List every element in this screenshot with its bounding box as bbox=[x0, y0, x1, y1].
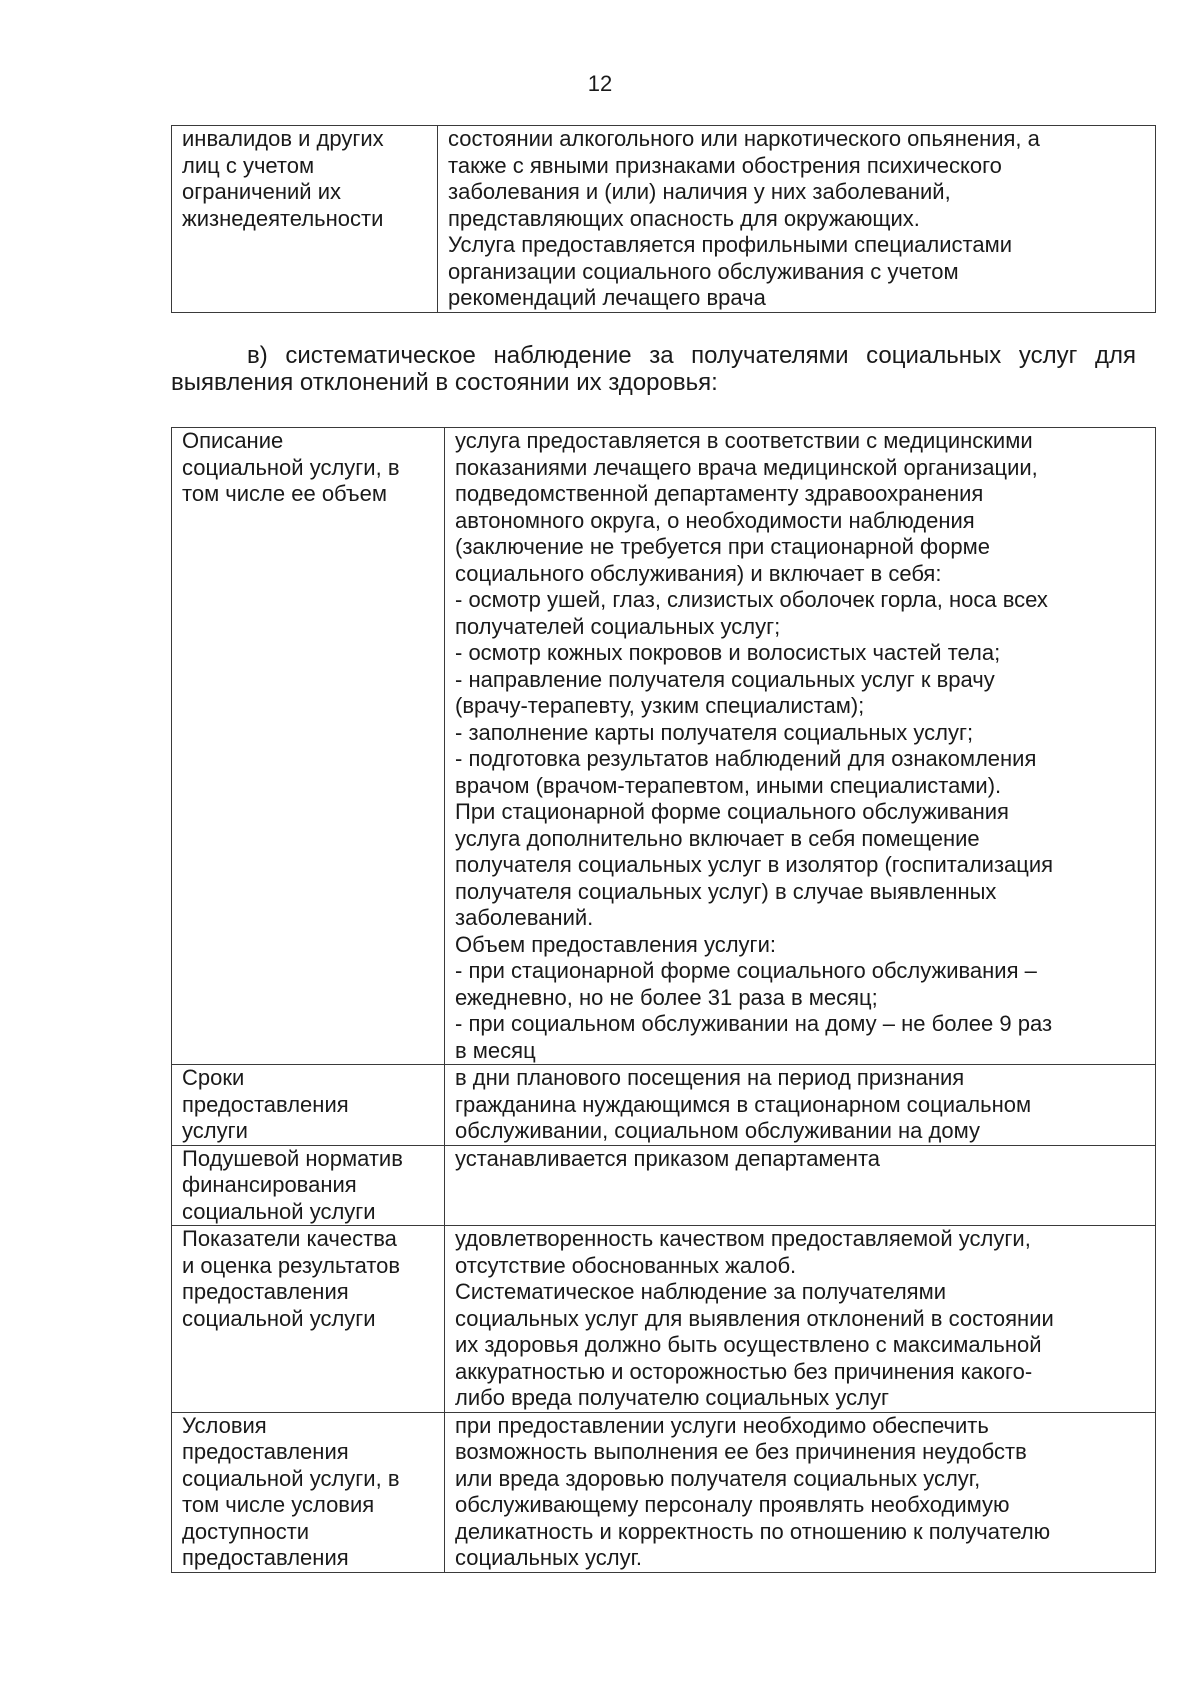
cell-line: в месяц bbox=[455, 1037, 536, 1063]
cell-line: удовлетворенность качеством предоставляемой услуги, bbox=[455, 1226, 1031, 1251]
cell-line: деликатность и корректность по отношению к получателю bbox=[455, 1518, 1051, 1544]
continued-table bbox=[171, 125, 1156, 313]
cell-line: - осмотр кожных покровов и волосистых частей тела; bbox=[455, 640, 1001, 665]
paragraph-line: в) систематическое наблюдение за получателями социальных услуг для bbox=[247, 342, 1136, 369]
section-heading-paragraph bbox=[171, 342, 1136, 396]
cell-line: - заполнение карты получателя социальных услуг; bbox=[455, 719, 974, 745]
cell-line: инвалидов и других bbox=[182, 126, 384, 151]
cell-line: - направление получателя социальных услуг к врачу bbox=[455, 666, 995, 692]
cell-line: возможность выполнения ее без причинения неудобств bbox=[455, 1439, 1027, 1464]
cell-line: рекомендаций лечащего врача bbox=[448, 285, 766, 310]
cell-line: Описание bbox=[182, 428, 284, 453]
cell-line: доступности bbox=[182, 1518, 310, 1544]
cell-line: социальных услуг. bbox=[455, 1545, 643, 1570]
table-cell-value bbox=[445, 1226, 1156, 1413]
cell-line: заболеваний. bbox=[455, 905, 594, 930]
cell-line: ежедневно, но не более 31 раза в месяц; bbox=[455, 984, 878, 1010]
cell-line: том числе ее объем bbox=[182, 481, 388, 506]
cell-line: ограничений их bbox=[182, 179, 341, 204]
cell-line: подведомственной департаменту здравоохранения bbox=[455, 481, 984, 506]
table-cell-label bbox=[172, 1412, 445, 1572]
cell-line: - при социальном обслуживании на дому – не более 9 раз bbox=[455, 1011, 1053, 1036]
cell-line: показаниями лечащего врача медицинской организации, bbox=[455, 454, 1038, 480]
cell-line: (врачу-терапевту, узким специалистам); bbox=[455, 693, 865, 718]
cell-line: социальной услуги bbox=[182, 1198, 376, 1224]
service-description-table bbox=[171, 427, 1156, 1573]
cell-line: предоставления bbox=[182, 1545, 349, 1570]
cell-line: либо вреда получателю социальных услуг bbox=[455, 1385, 890, 1410]
cell-line: их здоровья должно быть осуществлено с максимальной bbox=[455, 1332, 1042, 1357]
cell-line: обслуживающему персоналу проявлять необходимую bbox=[455, 1492, 1010, 1517]
table-row bbox=[172, 1412, 1156, 1572]
cell-line: организации социального обслуживания с учетом bbox=[448, 258, 959, 284]
cell-line: представляющих опасность для окружающих. bbox=[448, 205, 920, 231]
cell-line: лиц с учетом bbox=[182, 152, 315, 178]
table-cell-value bbox=[445, 428, 1156, 1065]
cell-line: предоставления bbox=[182, 1279, 349, 1304]
cell-line: аккуратностью и осторожностью без причинения какого- bbox=[455, 1358, 1033, 1384]
table-cell-label bbox=[172, 428, 445, 1065]
table-row bbox=[172, 1065, 1156, 1146]
cell-line: автономного округа, о необходимости наблюдения bbox=[455, 507, 975, 533]
cell-line: также с явными признаками обострения психического bbox=[448, 152, 1002, 178]
cell-line: социальной услуги bbox=[182, 1305, 376, 1331]
cell-line: услуги bbox=[182, 1118, 248, 1143]
cell-line: предоставления bbox=[182, 1439, 349, 1464]
cell-line: социальной услуги, в bbox=[182, 1465, 400, 1491]
cell-line: При стационарной форме социального обслуживания bbox=[455, 799, 1009, 824]
table-cell-value bbox=[438, 126, 1156, 313]
cell-line: том числе условия bbox=[182, 1492, 375, 1517]
table-cell-value bbox=[445, 1145, 1156, 1226]
cell-line: Показатели качества bbox=[182, 1226, 397, 1251]
cell-line: Подушевой норматив bbox=[182, 1145, 403, 1171]
cell-line: социальных услуг для выявления отклонений в состоянии bbox=[455, 1305, 1054, 1331]
cell-line: Условия bbox=[182, 1412, 267, 1438]
table-row bbox=[172, 1145, 1156, 1226]
cell-line: устанавливается приказом департамента bbox=[455, 1145, 881, 1171]
cell-line: врачом (врачом-терапевтом, иными специалистами). bbox=[455, 772, 1002, 798]
table-row bbox=[172, 428, 1156, 1065]
cell-line: отсутствие обоснованных жалоб. bbox=[455, 1252, 797, 1278]
table-cell-label bbox=[172, 1065, 445, 1146]
table-cell-label bbox=[172, 1226, 445, 1413]
table-row bbox=[172, 126, 1156, 313]
cell-line: услуга предоставляется в соответствии с медицинскими bbox=[455, 428, 1033, 453]
table-row bbox=[172, 1226, 1156, 1413]
cell-line: (заключение не требуется при стационарной форме bbox=[455, 534, 990, 559]
cell-line: жизнедеятельности bbox=[182, 205, 384, 231]
cell-line: Систематическое наблюдение за получателями bbox=[455, 1279, 946, 1304]
cell-line: услуга дополнительно включает в себя помещение bbox=[455, 825, 980, 851]
table-cell-label bbox=[172, 126, 438, 313]
cell-line: социальной услуги, в bbox=[182, 454, 400, 480]
cell-line: заболевания и (или) наличия у них заболеваний, bbox=[448, 179, 951, 204]
table-cell-label bbox=[172, 1145, 445, 1226]
cell-line: в дни планового посещения на период признания bbox=[455, 1065, 965, 1090]
cell-line: и оценка результатов bbox=[182, 1252, 401, 1278]
cell-line: или вреда здоровью получателя социальных услуг, bbox=[455, 1465, 981, 1491]
cell-line: Услуга предоставляется профильными специалистами bbox=[448, 232, 1012, 257]
cell-line: - при стационарной форме социального обслуживания – bbox=[455, 958, 1037, 983]
cell-line: социального обслуживания) и включает в себя: bbox=[455, 560, 942, 586]
cell-line: обслуживании, социальном обслуживании на дому bbox=[455, 1118, 980, 1143]
paragraph-line: выявления отклонений в состоянии их здоровья: bbox=[171, 369, 718, 396]
cell-line: получателя социальных услуг в изолятор (госпитализация bbox=[455, 852, 1054, 877]
table-cell-value bbox=[445, 1065, 1156, 1146]
cell-line: получателя социальных услуг) в случае выявленных bbox=[455, 878, 997, 904]
cell-line: предоставления bbox=[182, 1091, 349, 1117]
cell-line: гражданина нуждающимся в стационарном социальном bbox=[455, 1091, 1032, 1117]
cell-line: получателей социальных услуг; bbox=[455, 613, 781, 639]
cell-line: Сроки bbox=[182, 1065, 245, 1090]
cell-line: состоянии алкогольного или наркотического опьянения, а bbox=[448, 126, 1040, 151]
page-number: 12 bbox=[587, 71, 613, 96]
cell-line: - подготовка результатов наблюдений для ознакомления bbox=[455, 746, 1037, 771]
table-cell-value bbox=[445, 1412, 1156, 1572]
cell-line: финансирования bbox=[182, 1172, 357, 1197]
cell-line: - осмотр ушей, глаз, слизистых оболочек горла, носа всех bbox=[455, 587, 1048, 612]
cell-line: Объем предоставления услуги: bbox=[455, 931, 776, 957]
cell-line: при предоставлении услуги необходимо обеспечить bbox=[455, 1412, 989, 1438]
